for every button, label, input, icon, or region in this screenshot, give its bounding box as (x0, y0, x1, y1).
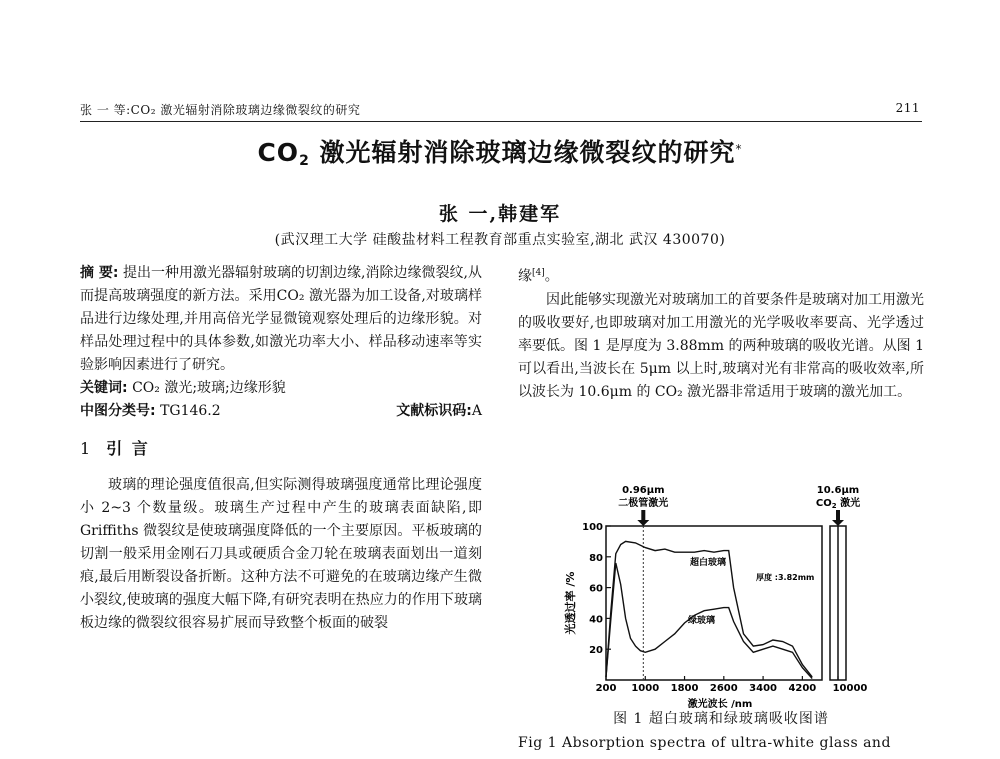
authors: 张 一,韩建军 (438, 203, 562, 225)
title-prefix: CO (257, 138, 300, 167)
x-tick-label: 1800 (670, 683, 699, 694)
continuation-line (518, 262, 924, 289)
classification-row (80, 400, 482, 423)
laser2-arrow (832, 510, 844, 526)
intro-paragraph: 玻璃的理论强度值很高,但实际测得玻璃强度通常比理论强度小 2~3 个数量级。玻璃生产过程中产生的玻璃表面缺陷,即 Griffiths 微裂纹是使玻璃强度降低的一个主要原因。平板玻璃的切割一般采用金刚石刀具或硬质合金刀轮在玻璃表面划出一道刻痕,最后用断裂设备折断。这种方法不可避免的在玻璃边缘产生微小裂纹,使玻璃的强度大幅下降,有研究表明在热应力的作用下玻璃板边缘的微裂纹很容易扩展而导致整个板面的破裂 (80, 477, 482, 631)
series-label-green: 绿玻璃 (688, 616, 716, 626)
clc-label: 中图分类号: (80, 403, 156, 419)
running-header (80, 101, 920, 119)
header-divider (80, 121, 922, 122)
figure-caption-en: Fig 1 Absorption spectra of ultra-white glass and (518, 735, 891, 751)
keywords (80, 377, 482, 400)
laser1-arrow (637, 510, 649, 526)
page-number: 211 (895, 101, 920, 115)
affiliation: (武汉理工大学 硅酸盐材料工程教育部重点实验室,湖北 武汉 430070) (274, 232, 726, 248)
abstract-text: 提出一种用激光器辐射玻璃的切割边缘,消除边缘微裂纹,从而提高玻璃强度的新方法。采用CO₂ 激光器为加工设备,对玻璃样品进行边缘处理,并用高倍光学显微镜观察处理后的边缘形貌。对样品处理过程中的具体参数,如激光功率大小、样品移动速率等实验影响因素进行了研究。 (80, 265, 483, 373)
left-column (80, 262, 482, 635)
x-tick-label: 4200 (788, 683, 817, 694)
x-tick-label: 200 (595, 683, 617, 694)
laser1-wavelength: 0.96μm (622, 485, 665, 496)
doc-code-label: 文献标识码: (396, 403, 472, 419)
laser2-name: $CO_2$ 激光 (815, 498, 861, 510)
title-main: 激光辐射消除玻璃边缘微裂纹的研究 (309, 138, 736, 167)
clc-value: TG146.2 (160, 403, 221, 419)
y-tick-label: 100 (582, 522, 603, 533)
continuation-end: 。 (544, 268, 559, 285)
y-tick-label: 40 (589, 614, 603, 626)
y-axis-label: 光透过率 /% (564, 571, 577, 635)
keywords-text: CO₂ 激光;玻璃;边缘形貌 (132, 380, 286, 396)
x-tick-label: 3400 (749, 683, 778, 694)
abstract-label: 摘 要: (80, 265, 119, 281)
thickness-annotation: 厚度 :3.82mm (756, 573, 815, 582)
title-subscript: 2 (299, 153, 310, 169)
laser1-name: 二极管激光 (618, 498, 669, 509)
doc-code-value: A (471, 403, 482, 419)
abstract (80, 262, 482, 377)
x-tick-label: 2600 (709, 683, 738, 694)
citation-ref: [4] (532, 268, 545, 278)
paper-title (0, 133, 1000, 169)
y-tick-label: 80 (589, 552, 603, 564)
figure-caption: 图 1 超白玻璃和绿玻璃吸收图谱 (613, 711, 829, 727)
title-footnote-mark: * (735, 142, 743, 156)
absorption-spectra-chart (560, 482, 890, 714)
continuation-text: 缘 (518, 268, 532, 285)
y-tick-label: 60 (589, 583, 603, 595)
y-tick-label: 20 (589, 645, 603, 657)
plot-frame (606, 526, 822, 680)
x-axis-label: 激光波长 /nm (687, 699, 753, 710)
section-number: 1 (80, 439, 93, 458)
document-code (396, 400, 482, 423)
x-tick-label: 1000 (631, 683, 660, 694)
body-paragraph: 因此能够实现激光对玻璃加工的首要条件是玻璃对加工用激光的吸收要好,也即玻璃对加工用激光的光学吸收率要高、光学透过率要低。图 1 是厚度为 3.88mm 的两种玻璃的吸收光谱。从图 1 可以看出,当波长在 5μm 以上时,玻璃对光有非常高的吸收效率,所以波长为 10.6μm 的 CO₂ 激光器非常适用于玻璃的激光加工。 (518, 291, 924, 400)
x-tick-label: 10000 (832, 683, 868, 694)
section-title: 引 言 (106, 439, 150, 458)
running-header-title: 张 一 等:CO₂ 激光辐射消除玻璃边缘微裂纹的研究 (80, 103, 361, 117)
section-heading (80, 437, 482, 460)
series-label-ultrawhite: 超白玻璃 (690, 558, 727, 568)
x-tick-group (596, 676, 868, 694)
right-column (518, 262, 924, 404)
laser2-wavelength: 10.6μm (816, 485, 860, 496)
keywords-label: 关键词: (80, 380, 128, 396)
